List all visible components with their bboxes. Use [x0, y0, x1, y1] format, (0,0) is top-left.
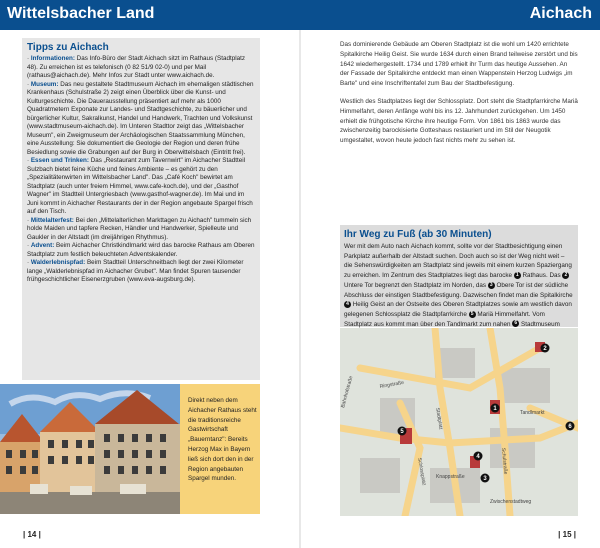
- label-stadtplatz: Stadtplatz: [434, 407, 444, 431]
- label-schulstrasse: Schulstraße: [500, 447, 509, 475]
- page-number-right: | 15 |: [558, 530, 576, 539]
- photo-caption: Direkt neben dem Aichacher Rathaus steht die traditionsreiche Gastwirtschaft „Bauerntanz": Bereits Herzog Max in Bayern ließ sich dort den in der Region angebauten Spargel munden.: [180, 384, 260, 514]
- tip-advent: · Advent: Beim Aichacher Christkindlmarkt wird das barocke Rathaus am Oberen Stadtplatz zum festlich beleuchteten Adventskalender.: [27, 242, 255, 258]
- map-marker-3: 3: [483, 476, 487, 482]
- tip-forest-trail: · Walderlebnispfad: Beim Stadtteil Unterschneitbach liegt der zwei Kilometer lange „Walderlebnispfad im Aichacher Grubet". Man findet Spuren tausender frühgeschichtlicher Eisenerzgruben (www.eva-augsburg.de).: [27, 259, 244, 283]
- paragraph-schlossplatz: Westlich des Stadtplatzes liegt der Schlossplatz. Dort steht die Stadtpfarrkirche Mariä Himmelfahrt, deren Anfänge wohl bis ins 12. Jahrhundert zurückgehen. Um 1450 erhielt die frühgotische Kirche ihre heutige Form. Von 1861 bis 1863 wurde das zwischenzeitig barockisierte Gotteshaus restauriert und im Stil der Neugotik umgestaltet, wovon heute jedoch fast nichts mehr zu sehen ist.: [340, 97, 578, 145]
- label-ringstrasse: Ringstraße: [379, 379, 405, 390]
- tip-museum: · Museum: Das neu gestaltete Stadtmuseum Aichach im ehemaligen städtischen Krankenhaus (Schulstraße 2) zeigt einen Überblick über die Kunst- und Kulturgeschichte. Die Dauerausstellung präsentiert auf mehr als 1000 Quadratmetern Exponate zur Landes- und Stadtgeschichte, zu bäuerlicher und bürgerlicher Kultur, Sakralkunst, Handel und Handwerk, Trachten und Volkskunst (www.stadtmuseum-aichach.de). Im Unteren Stadttor zeigt das „Wittelsbacher Museum", ein Zweigmuseum der Archäologischen Staatssammlung München, eine Ausstellung: Sie dokumentiert die Geologie der Region und deren frühe Besiedlung sowie die Grabungen auf der Burg in Oberwittelsbach (Eintritt frei).: [27, 80, 254, 156]
- map-marker-1: 1: [493, 406, 497, 412]
- tip-medieval-fest: · Mittelalterfest: Bei den „Mittelalterlichen Markttagen zu Aichach" tummeln sich holde Maiden und tapfere Recken, Händler und Handwerker, Spielleute und Gaukler in der Altstadt (im dreijährigen Rhythmus).: [27, 216, 252, 241]
- label-tandlmarkt: Tandlmarkt: [520, 410, 545, 416]
- walking-route-box: [340, 225, 578, 327]
- map-marker-2: 2: [543, 346, 547, 352]
- tips-box: [22, 38, 260, 380]
- marker-5-icon: 5: [469, 311, 476, 318]
- map-marker-4: 4: [476, 454, 480, 460]
- body-text: [340, 40, 578, 154]
- chapter-title: Aichach: [529, 5, 592, 22]
- marker-6-icon: 6: [512, 320, 519, 327]
- page-header-bar: [0, 0, 600, 30]
- marker-1-icon: 1: [514, 272, 521, 279]
- walking-route-text: Wer mit dem Auto nach Aichach kommt, sollte vor der Stadtbesichtigung einen Parkplatz außerhalb der Altstadt suchen. Doch auch so ist der Weg nicht weit – die Sehenswürdigkeiten am Stadtplatz sind jeweils mit einem kurzen Spaziergang zu erreichen. Im Zentrum des Stadtplatzes liegt das barocke 1 Rathaus. Das 2 Untere Tor begrenzt den Stadtplatz im Norden, das 3 Obere Tor ist der südliche Abschluss der einstigen Stadtbefestigung. Dazwischen findet man die Spitalkirche 4 Heilig Geist an der Ostseite des Oberen Stadtplatzes sowie am westlich davon gelegenen Schlossplatz die Stadtpfarrkirche 5 Mariä Himmelfahrt. Vom Stadtplatz aus kommt man über den Tandlmarkt zum nahen 6 Stadtmuseum: [344, 243, 573, 328]
- tip-food: · Essen und Trinken: Das „Restaurant zum Tavernwirt" im Aichacher Stadtteil Sulzbach bietet feine Küche und feines Ambiente – es gehört zu den „Spezialitätenwirten im Wittelsbacher Land". Das „Café Koch" bewirtet am Stadtplatz (auch unter freiem Himmel, www.cafe-koch.de), und der „Gasthof Wagner" im Stadtteil Untergriesbach (www.gasthof-wagner.de). Im Mai und im Juni kommt in Aichacher Restaurants der in der Region angebaute Spargel frisch auf den Tisch.: [27, 157, 253, 215]
- paragraph-spitalkirche: Das dominierende Gebäude am Oberen Stadtplatz ist die wohl um 1420 errichtete Spitalkirche Heilig Geist. Sie wurde 1634 durch einen Brand teilweise zerstört und bis 1642 wiederhergestellt. 1734 und 1789 erhielt ihr Turm das heutige Aussehen. An der Fassade der Spitalkirche entdeckt man einen Wappenstein Herzog Ludwigs „im Barte" und eine Inschriftentafel zum Bau der Stadtbefestigung.: [340, 41, 578, 88]
- page-gutter: [299, 30, 301, 548]
- label-knappstrasse: Knappstraße: [436, 474, 465, 480]
- tip-information: · Informationen: Das Info-Büro der Stadt Aichach sitzt im Rathaus (Stadtplatz 48). Zu erreichen ist es telefonisch (0 82 51/9 02-0) und per Mail (rathaus@aichach.de). Mehr Infos zur Stadt unter www.aichach.de.: [27, 55, 246, 79]
- marker-2-icon: 2: [562, 272, 569, 279]
- town-square-photo: [0, 384, 180, 514]
- marker-4-icon: 4: [344, 301, 351, 308]
- label-schlossplatz: Schlossplatz: [416, 457, 427, 486]
- section-title: Wittelsbacher Land: [7, 5, 155, 22]
- page-number-left: | 14 |: [23, 530, 41, 539]
- marker-3-icon: 3: [488, 282, 495, 289]
- walking-route-title: Ihr Weg zu Fuß (ab 30 Minuten): [344, 229, 492, 240]
- map-marker-6: 6: [568, 424, 572, 430]
- map-marker-5: 5: [400, 429, 404, 435]
- label-zwischenstadtweg: Zwischenstadtweg: [490, 499, 532, 505]
- label-bahnhofstrasse: Bahnhofstraße: [340, 375, 355, 409]
- city-map: [340, 328, 578, 516]
- tips-title: Tipps zu Aichach: [27, 42, 109, 53]
